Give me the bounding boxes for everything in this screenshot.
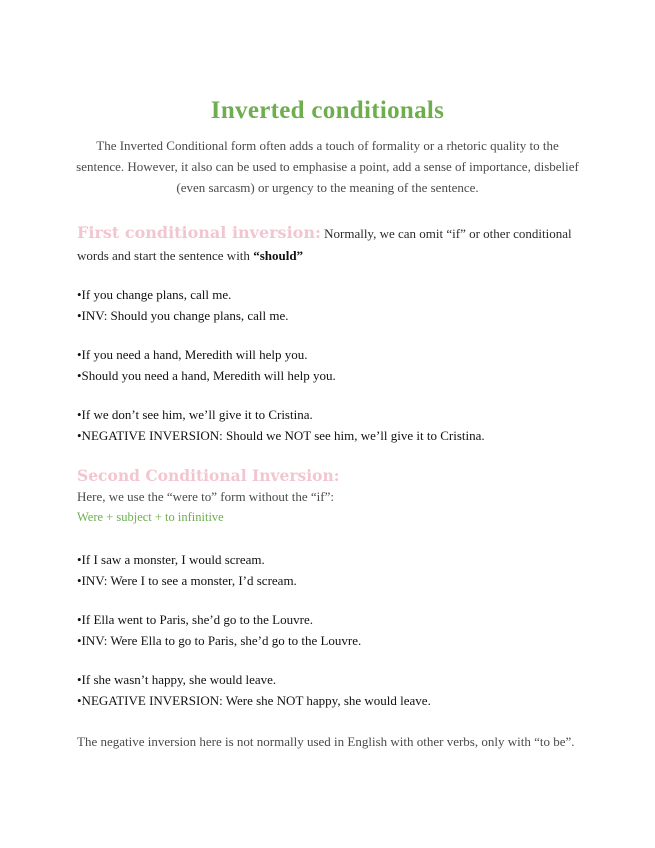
example-group	[77, 609, 617, 651]
example-group	[77, 669, 617, 711]
example-line: •INV: Were Ella to go to Paris, she’d go to the Louvre.	[77, 633, 362, 648]
second-conditional-subtext: Here, we use the “were to” form without the “if”:	[77, 489, 335, 504]
example-line: •If I saw a monster, I would scream.	[77, 552, 265, 567]
example-line: •If we don’t see him, we’ll give it to Cristina.	[77, 407, 313, 422]
example-line: •INV: Were I to see a monster, I’d scream.	[77, 573, 297, 588]
formula: Were + subject + to infinitive	[77, 510, 224, 524]
example-group	[77, 344, 617, 386]
should-keyword: “should”	[253, 248, 304, 263]
first-conditional-heading: First conditional inversion:	[77, 223, 321, 242]
first-conditional-text: Normally, we can omit “if” or other conditional words and start the sentence with	[77, 226, 572, 263]
example-line: •NEGATIVE INVERSION: Should we NOT see him, we’ll give it to Cristina.	[77, 428, 485, 443]
example-line: •If you need a hand, Meredith will help you.	[77, 347, 308, 362]
example-line: •If Ella went to Paris, she’d go to the Louvre.	[77, 612, 313, 627]
example-line: •Should you need a hand, Meredith will help you.	[77, 368, 336, 383]
example-group	[77, 404, 617, 446]
example-line: •INV: Should you change plans, call me.	[77, 308, 289, 323]
first-conditional-intro	[77, 222, 587, 267]
example-line: •If you change plans, call me.	[77, 287, 232, 302]
example-group	[77, 284, 617, 326]
closing-note: The negative inversion here is not normally used in English with other verbs, only with “to be”.	[77, 734, 575, 749]
example-line: •If she wasn’t happy, she would leave.	[77, 672, 277, 687]
example-group	[77, 549, 617, 591]
second-conditional-heading: Second Conditional Inversion:	[77, 466, 340, 485]
example-line: •NEGATIVE INVERSION: Were she NOT happy, she would leave.	[77, 693, 431, 708]
intro-paragraph: The Inverted Conditional form often adds a touch of formality or a rhetoric quality to the sentence. However, it also can be used to emphasise a point, add a sense of importance, disbelief (even sarcasm) or urgency to the meaning of the sentence.	[76, 138, 579, 195]
page-title: Inverted conditionals	[210, 97, 445, 124]
